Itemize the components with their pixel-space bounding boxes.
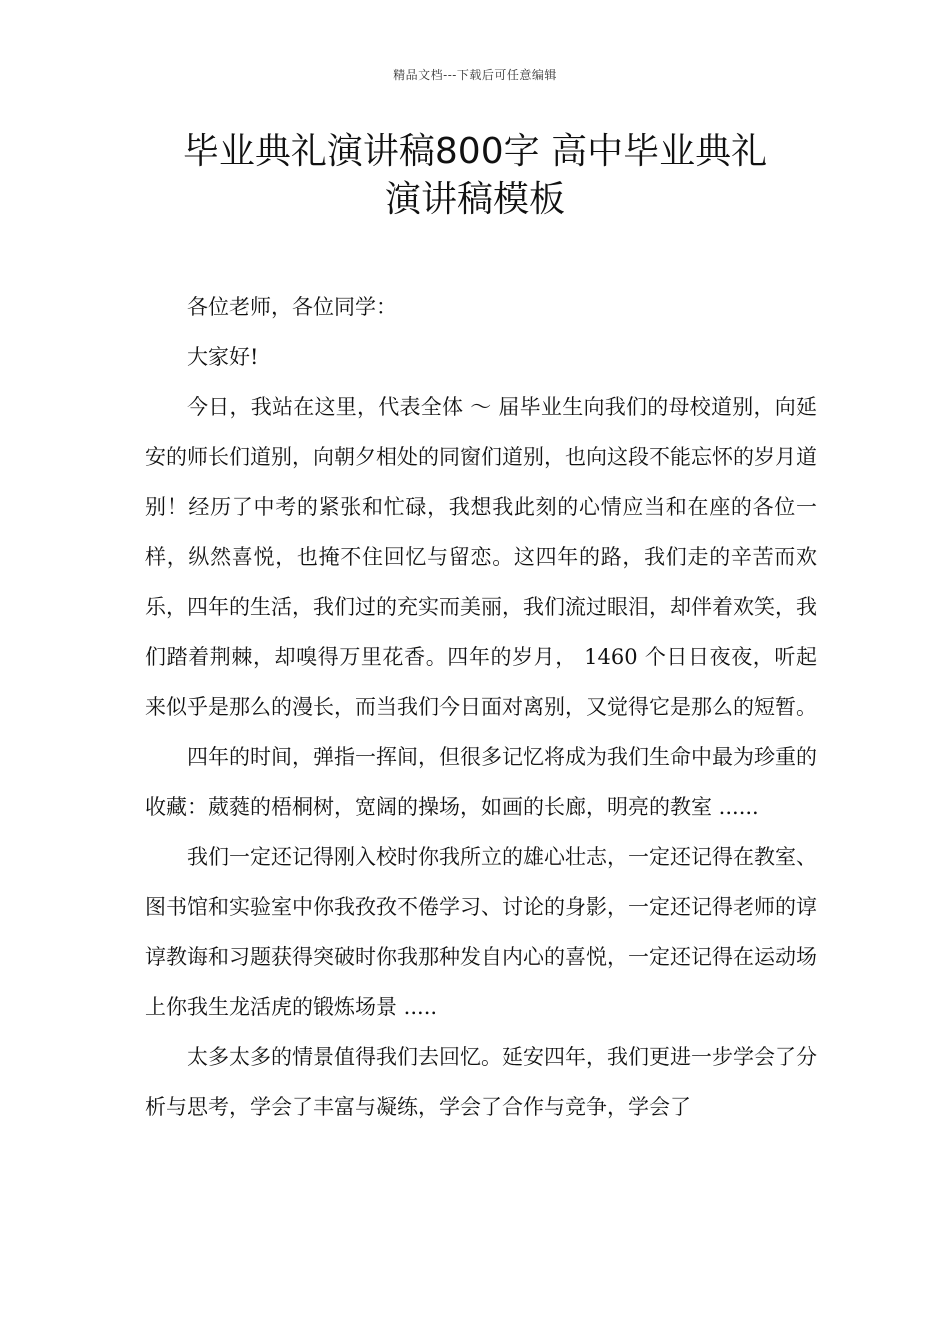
document-body xyxy=(145,282,817,1132)
paragraph: 我们一定还记得刚入校时你我所立的雄心壮志，一定还记得在教室、图书馆和实验室中你我孜孜不倦学习、讨论的身影，一定还记得老师的谆谆教诲和习题获得突破时你我那种发自内心的喜悦，一定还记得在运动场上你我生龙活虎的锻炼场景 ..... xyxy=(145,845,817,1019)
title-line-2: 演讲稿模板 xyxy=(384,179,565,220)
paragraph: 今日，我站在这里，代表全体 ～ 届毕业生向我们的母校道别，向延安的师长们道别，向朝夕相处的同窗们道别，也向这段不能忘怀的岁月道别！经历了中考的紧张和忙碌，我想我此刻的心情应当和在座的各位一样，纵然喜悦，也掩不住回忆与留恋。这四年的路，我们走的辛苦而欢乐，四年的生活，我们过的充实而美丽，我们流过眼泪，却伴着欢笑，我们踏着荆棘，却嗅得万里花香。四年的岁月， 1460 个日日夜夜，听起来似乎是那么的漫长，而当我们今日面对离别，又觉得它是那么的短暂。 xyxy=(145,395,817,719)
paragraph: 太多太多的情景值得我们去回忆。延安四年，我们更进一步学会了分析与思考，学会了丰富与凝练，学会了合作与竞争，学会了 xyxy=(145,1045,817,1119)
paragraph: 四年的时间，弹指一挥间，但很多记忆将成为我们生命中最为珍重的收藏：葳蕤的梧桐树，宽阔的操场，如画的长廊，明亮的教室 ...... xyxy=(145,745,817,819)
header-note: 精品文档---下载后可任意编辑 xyxy=(393,68,557,82)
paragraph-salutation: 各位老师，各位同学： xyxy=(187,295,397,319)
title-line-1: 毕业典礼演讲稿800字 高中毕业典礼 xyxy=(182,131,768,172)
paragraph-greeting: 大家好! xyxy=(187,345,259,369)
document-title xyxy=(100,128,850,224)
